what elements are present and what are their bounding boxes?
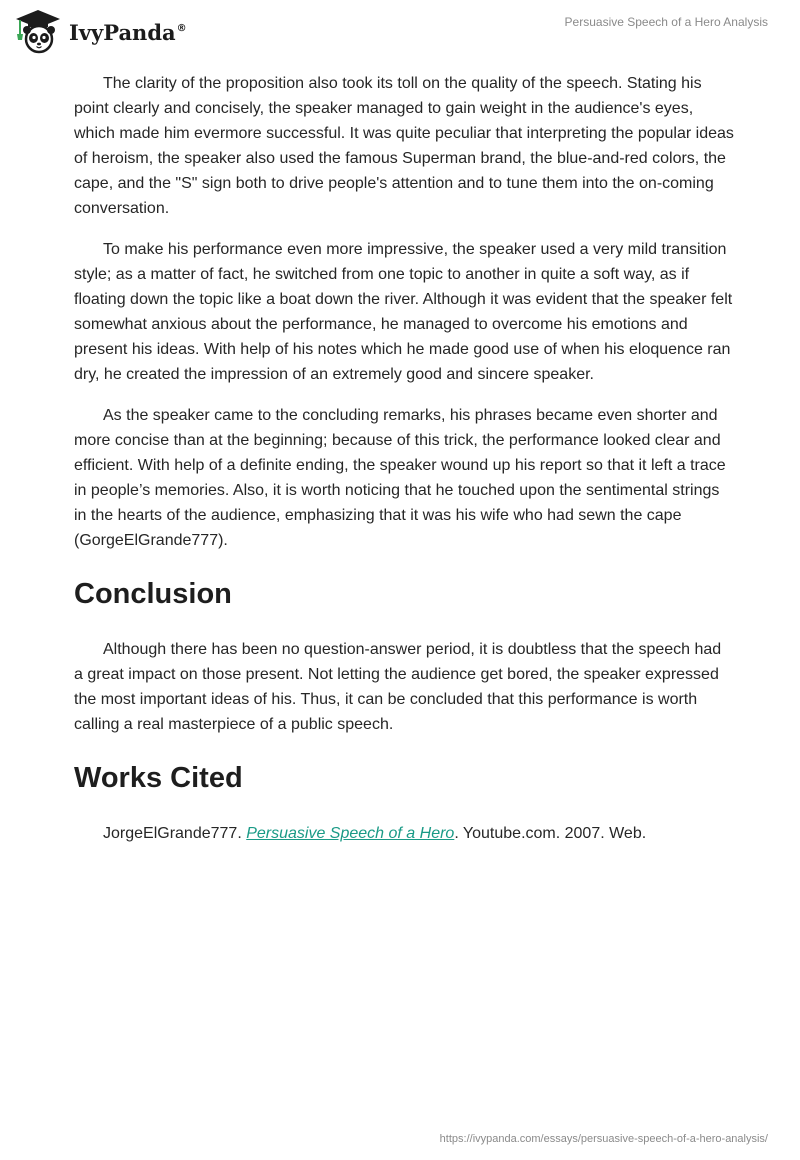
body-paragraph-3: As the speaker came to the concluding remarks, his phrases became even shorter and more concise than at the beginning; because of this trick, the performance looked clear and efficient. With help of a definite ending, the speaker wound up his report so that it left a trace in people’s memories. Also, it is worth noticing that he touched upon the sentimental strings in the hearts of the audience, emphasizing that it was his wife who had sewn the cape (GorgeElGrande777). xyxy=(74,407,726,549)
panda-graduate-icon xyxy=(14,8,62,54)
conclusion-heading: Conclusion xyxy=(74,578,232,610)
body-paragraph-1: The clarity of the proposition also took its toll on the quality of the speech. Stating his point clearly and concisely, the speaker managed to gain weight in the audience's eyes, which made him evermore successful. It was quite peculiar that interpreting the popular ideas of heroism, the speaker also used the famous Superman brand, the blue-and-red colors, the cape, and the "S" sign both to drive people's attention and to tune them into the on-coming conversation. xyxy=(74,75,734,217)
page-header xyxy=(0,0,800,64)
citation-details: . Youtube.com. 2007. Web. xyxy=(454,825,647,842)
citation-title-link[interactable]: Persuasive Speech of a Hero xyxy=(246,825,455,842)
body-paragraph-2: To make his performance even more impressive, the speaker used a very mild transition style; as a matter of fact, he switched from one topic to another in quite a soft way, as if floating down the topic like a boat down the river. Although it was evident that the speaker felt somewhat anxious about the performance, he managed to overcome his emotions and present his ideas. With help of his notes which he made good use of when his eloquence ran dry, he created the impression of an extremely good and sincere speaker. xyxy=(74,241,733,383)
conclusion-paragraph: Although there has been no question-answer period, it is doubtless that the speech had a great impact on those present. Not letting the audience get bored, the speaker expressed the most important ideas of his. Thus, it can be concluded that this performance is worth calling a real masterpiece of a public speech. xyxy=(74,641,722,733)
ivypanda-logo[interactable] xyxy=(14,8,187,54)
registered-mark: ® xyxy=(176,22,187,34)
source-url[interactable]: https://ivypanda.com/essays/persuasive-speech-of-a-hero-analysis/ xyxy=(439,1133,768,1145)
works-cited-heading: Works Cited xyxy=(74,762,243,794)
logo-wordmark: IvyPanda® xyxy=(69,19,187,45)
citation-entry xyxy=(74,821,734,846)
citation-author: JorgeElGrande777. xyxy=(103,825,247,842)
document-title: Persuasive Speech of a Hero Analysis xyxy=(564,15,768,29)
essay-content xyxy=(74,71,734,846)
